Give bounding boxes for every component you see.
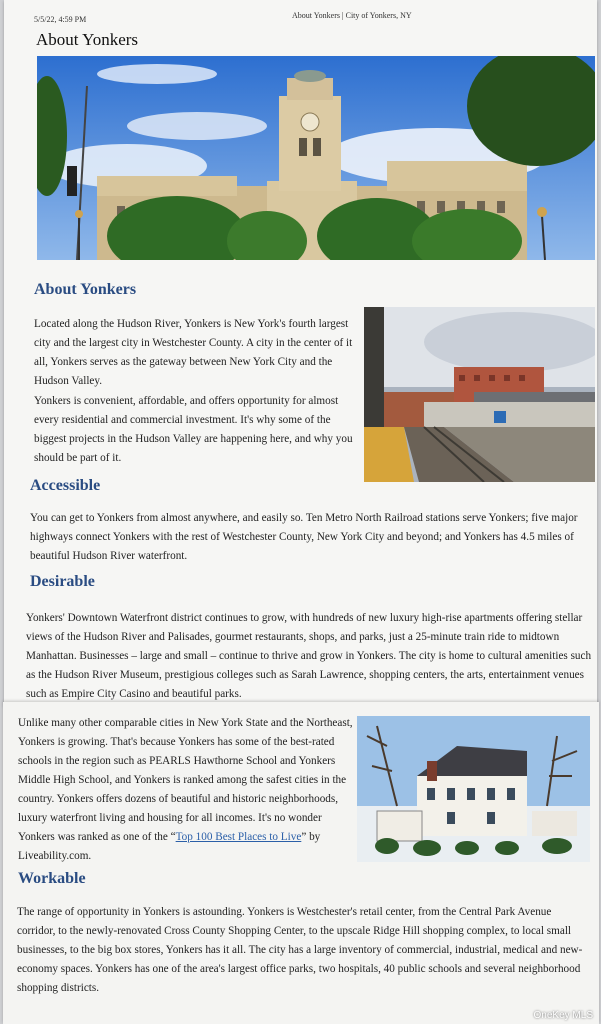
accessible-paragraph: You can get to Yonkers from almost anywhere, and easily so. Ten Metro North Railroad stations serve Yonkers; five major highways connect Yonkers with the rest of Westchester County, New York City and beyond; and Yonkers has 4.5 miles of beautiful Hudson River waterfront. xyxy=(30,512,578,562)
page-title: About Yonkers xyxy=(36,30,139,49)
desirable-paragraph-2-end: ” by Liveability.com. xyxy=(18,831,321,862)
workable-paragraph: The range of opportunity in Yonkers is astounding. Yonkers is Westchester's retail center, from the Central Park Avenue corridor, to the newly-renovated Cross County Shopping Center, to the upscale Ridge Hill shopping complex, to local small businesses, to the big box stores, Yonkers has it all. The city has a large inventory of commercial, industrial, medical and new-economy spaces. Yonkers has one of the area's largest office parks, two hospitals, 40 public schools and several neighborhood shopping districts. xyxy=(17,906,583,994)
desirable-paragraph-2-text: Unlike many other comparable cities in New York State and the Northeast, Yonkers is growing. That's because Yonkers has some of the best-rated schools in the region such as PEARLS Hawthorne School and Yonkers Middle High School, and Yonkers is ranked among the safest cities in the country. Yonkers offers dozens of beautiful and historic neighborhoods, luxury waterfront living and housing for all incomes. It's no wonder Yonkers was ranked as one of the “ xyxy=(18,717,353,843)
print-date: 5/5/22, 4:59 PM xyxy=(34,15,87,24)
desirable-heading: Desirable xyxy=(30,573,95,590)
about-paragraph-2: Yonkers is convenient, affordable, and offers opportunity for almost every residential and commercial investment. It's why some of the biggest projects in the Hudson Valley are happening here, and why you should be part of it. xyxy=(34,395,353,464)
workable-heading: Workable xyxy=(18,870,86,887)
about-paragraph-1: Located along the Hudson River, Yonkers is New York's fourth largest city and the largest city in Westchester County. A city in the center of it all, Yonkers serves as the gateway between New York City and the Hudson Valley. xyxy=(34,318,353,387)
city-hall-photo xyxy=(37,56,595,260)
mls-watermark: OneKey MLS xyxy=(533,1010,593,1021)
historic-house-photo xyxy=(357,716,590,862)
accessible-heading: Accessible xyxy=(30,477,101,494)
desirable-paragraph-2 xyxy=(18,714,353,866)
desirable-paragraph-1: Yonkers' Downtown Waterfront district continues to grow, with hundreds of new luxury high-rise apartments offering stellar views of the Hudson River and Palisades, gourmet restaurants, shops, and parks, just a 25-minute train ride to midtown Manhattan. Businesses – large and small – continue to thrive and grow in Yonkers. The city is home to cultural amenities such as the Hudson River Museum, prestigious colleges such as Sarah Lawrence, shopping centers, the arts, entertainment venues such as Empire City Casino and beautiful parks. xyxy=(26,612,592,700)
best-places-link[interactable]: Top 100 Best Places to Live xyxy=(175,831,302,843)
train-station-photo xyxy=(364,307,595,482)
print-site-title: About Yonkers | City of Yonkers, NY xyxy=(292,11,412,20)
page-sheet-top xyxy=(4,0,597,706)
about-heading: About Yonkers xyxy=(34,281,137,298)
